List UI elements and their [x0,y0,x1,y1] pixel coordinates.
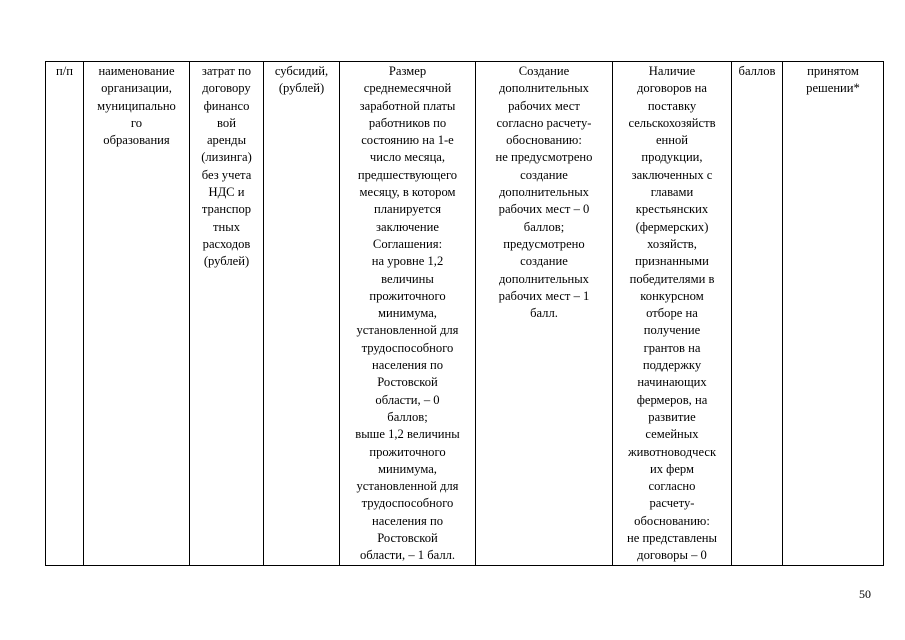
cell-subsidies: субсидий, (рублей) [264,62,340,566]
cell-points: баллов [732,62,783,566]
cell-organization-name: наименование организации, муниципально го образования [84,62,190,566]
cell-average-salary-criterion: Размер среднемесячной заработной платы работников по состоянию на 1-е число месяца, предшествующего месяцу, в котором планируется заключение Соглашения: на уровне 1,2 величины прожиточного минимума, установленной для трудоспособного населения по Ростовской области, – 0 баллов; выше 1,2 величины прожиточного минимума, установленной для трудоспособного населения по Ростовской области, – 1 балл. [340,62,476,566]
table-row [46,62,884,566]
cell-leasing-costs: затрат по договору финансо вой аренды (лизинга) без учета НДС и транспор тных расходов (рублей) [190,62,264,566]
page-number: 50 [859,587,871,601]
cell-new-jobs-criterion: Создание дополнительных рабочих мест согласно расчету- обоснованию: не предусмотрено создание дополнительных рабочих мест – 0 баллов; предусмотрено создание дополнительных рабочих мест – 1 балл. [476,62,613,566]
cell-supply-contracts-criterion: Наличие договоров на поставку сельскохозяйств енной продукции, заключенных с главами крестьянских (фермерских) хозяйств, признанными победителями в конкурсном отборе на получение грантов на поддержку начинающих фермеров, на развитие семейных животноводческ их ферм согласно расчету- обоснованию: не представлены договоры – 0 [613,62,732,566]
cell-decision: принятом решении* [783,62,884,566]
cell-row-number: п/п [46,62,84,566]
criteria-table [45,61,884,566]
